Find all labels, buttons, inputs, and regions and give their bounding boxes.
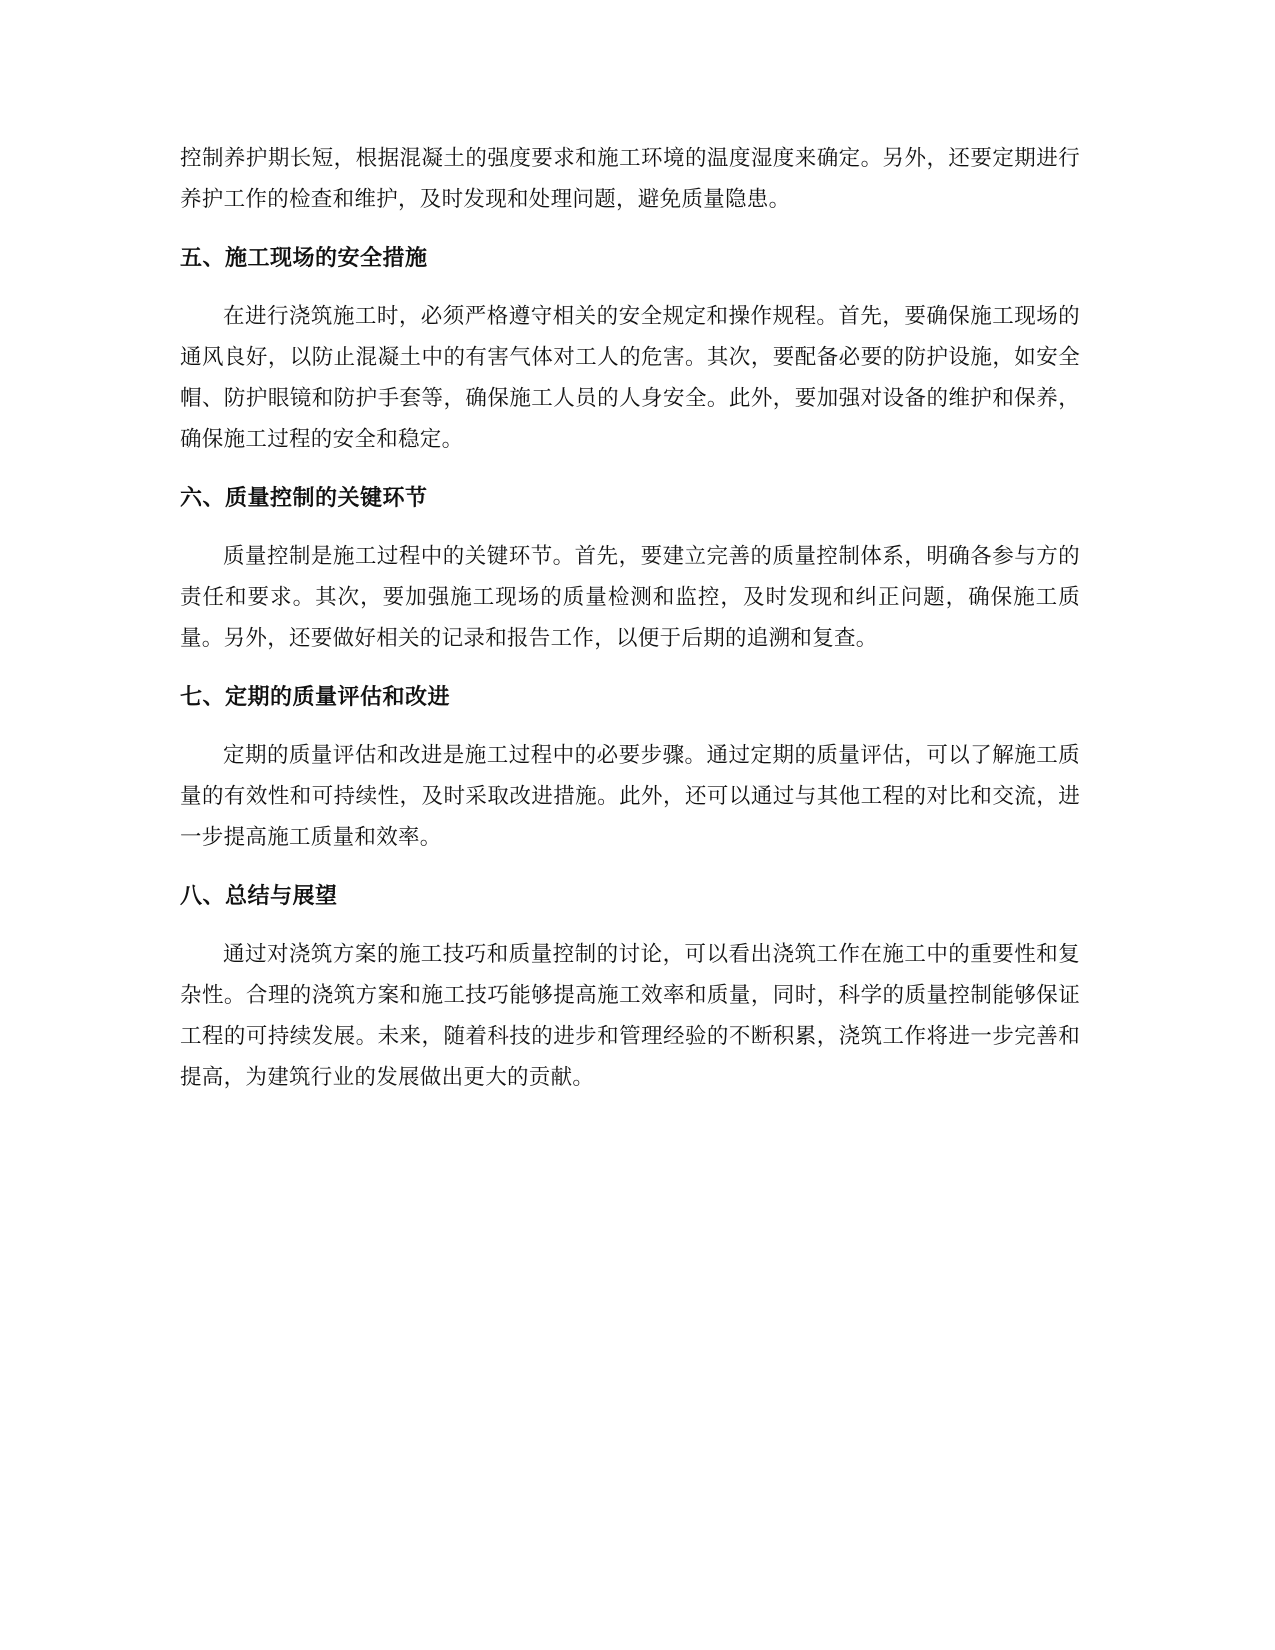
- document-page: [180, 138, 1080, 1098]
- spacer: [180, 713, 1080, 735]
- section-body: 通过对浇筑方案的施工技巧和质量控制的讨论，可以看出浇筑工作在施工中的重要性和复杂性。合理的浇筑方案和施工技巧能够提高施工效率和质量，同时，科学的质量控制能够保证工程的可持续发展。未来，随着科技的进步和管理经验的不断积累，浇筑工作将进一步完善和提高，为建筑行业的发展做出更大的贡献。: [180, 942, 1080, 1090]
- section-heading: 八、总结与展望: [180, 884, 338, 909]
- spacer: [180, 912, 1080, 934]
- section-body: 在进行浇筑施工时，必须严格遵守相关的安全规定和操作规程。首先，要确保施工现场的通风良好，以防止混凝土中的有害气体对工人的危害。其次，要配备必要的防护设施，如安全帽、防护眼镜和防护手套等，确保施工人员的人身安全。此外，要加强对设备的维护和保养，确保施工过程的安全和稳定。: [180, 304, 1080, 452]
- section-safety-measures: [180, 244, 1080, 460]
- spacer: [180, 659, 1080, 683]
- section-heading: 六、质量控制的关键环节: [180, 486, 428, 511]
- section-body: 定期的质量评估和改进是施工过程中的必要步骤。通过定期的质量评估，可以了解施工质量的有效性和可持续性，及时采取改进措施。此外，还可以通过与其他工程的对比和交流，进一步提高施工质量和效率。: [180, 743, 1080, 850]
- section-summary-outlook: [180, 882, 1080, 1098]
- section-heading: 七、定期的质量评估和改进: [180, 685, 451, 710]
- spacer: [180, 858, 1080, 882]
- spacer: [180, 514, 1080, 536]
- spacer: [180, 220, 1080, 244]
- intro-paragraph: 控制养护期长短，根据混凝土的强度要求和施工环境的温度湿度来确定。另外，还要定期进行养护工作的检查和维护，及时发现和处理问题，避免质量隐患。: [180, 146, 1080, 212]
- section-quality-evaluation: [180, 683, 1080, 858]
- section-body: 质量控制是施工过程中的关键环节。首先，要建立完善的质量控制体系，明确各参与方的责任和要求。其次，要加强施工现场的质量检测和监控，及时发现和纠正问题，确保施工质量。另外，还要做好相关的记录和报告工作，以便于后期的追溯和复查。: [180, 544, 1080, 651]
- spacer: [180, 460, 1080, 484]
- section-heading: 五、施工现场的安全措施: [180, 246, 428, 271]
- spacer: [180, 274, 1080, 296]
- section-quality-control: [180, 484, 1080, 659]
